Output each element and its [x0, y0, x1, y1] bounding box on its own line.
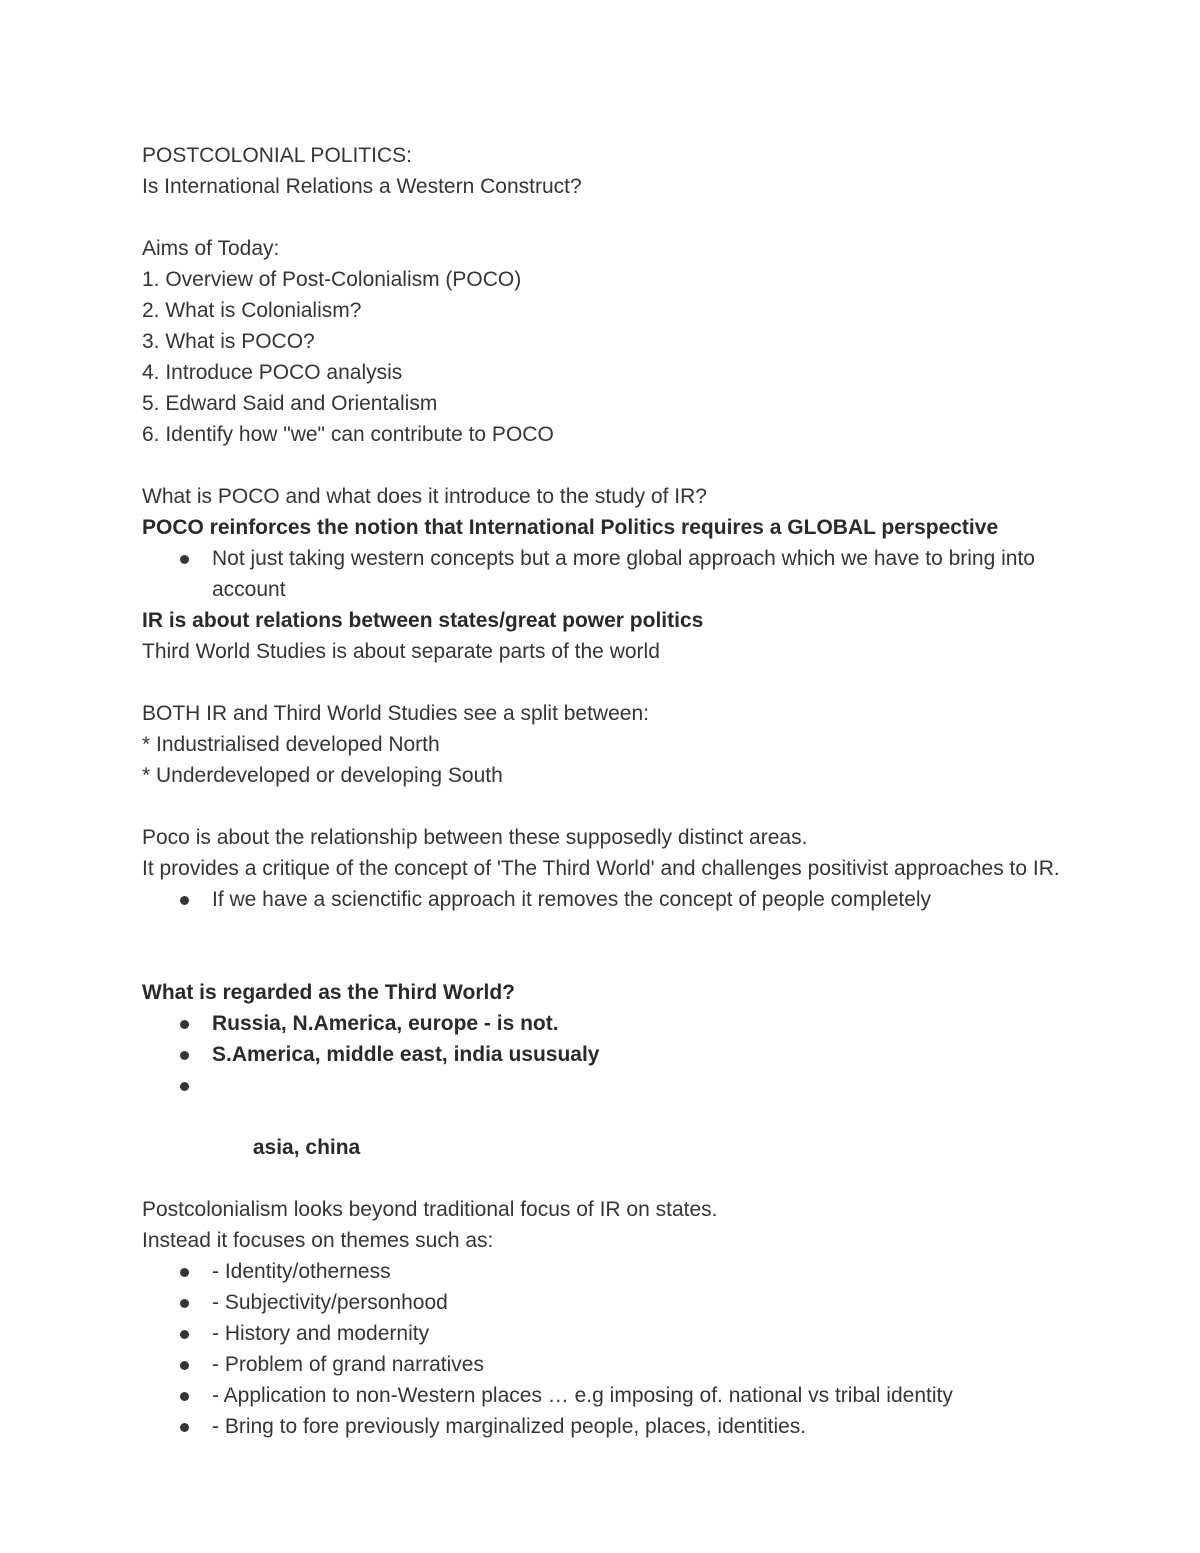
- split-item: * Industrialised developed North: [142, 733, 440, 756]
- third-world-studies-line: Third World Studies is about separate parts of the world: [142, 640, 660, 663]
- bullet-item: [142, 1039, 1062, 1070]
- bullet-dot-icon: [180, 1299, 189, 1308]
- document-body: [142, 140, 1062, 1442]
- poco-question: What is POCO and what does it introduce to the study of IR?: [142, 485, 707, 508]
- theme-item: [142, 1349, 1062, 1380]
- aims-item: 1. Overview of Post-Colonialism (POCO): [142, 268, 522, 291]
- bullet-dot-icon: [180, 1020, 189, 1029]
- spacer: [142, 791, 1062, 822]
- theme-item: [142, 1318, 1062, 1349]
- poco-bold-statement: POCO reinforces the notion that International Politics requires a GLOBAL perspective: [142, 516, 999, 539]
- spacer: [142, 667, 1062, 698]
- bullet-item: [142, 884, 1062, 915]
- bullet-dot-icon: [180, 896, 189, 905]
- ir-bold-statement: IR is about relations between states/great power politics: [142, 609, 704, 632]
- bullet-dot-icon: [180, 1392, 189, 1401]
- aims-heading: Aims of Today:: [142, 237, 280, 260]
- theme-text: - Problem of grand narratives: [212, 1353, 484, 1376]
- document-subtitle: Is International Relations a Western Construct?: [142, 175, 582, 198]
- aims-item: 4. Introduce POCO analysis: [142, 361, 403, 384]
- aims-item: 6. Identify how "we" can contribute to POCO: [142, 423, 554, 446]
- third-world-question: What is regarded as the Third World?: [142, 981, 515, 1004]
- bullet-dot-icon: [180, 1082, 189, 1091]
- postcolonialism-line: Postcolonialism looks beyond traditional focus of IR on states.: [142, 1198, 718, 1221]
- bullet-text: If we have a scienctific approach it removes the concept of people completely: [212, 888, 932, 911]
- theme-text: - Application to non-Western places … e.g imposing of. national vs tribal identity: [212, 1384, 953, 1407]
- bullet-dot-icon: [180, 555, 189, 564]
- theme-text: - Subjectivity/personhood: [212, 1291, 448, 1314]
- bullet-item: [142, 543, 1062, 605]
- aims-item: 5. Edward Said and Orientalism: [142, 392, 438, 415]
- theme-item: [142, 1380, 1062, 1411]
- bullet-text: S.America, middle east, india ususualy: [212, 1043, 600, 1066]
- bullet-dot-icon: [180, 1330, 189, 1339]
- theme-item: [142, 1256, 1062, 1287]
- spacer: [142, 450, 1062, 481]
- aims-item: 3. What is POCO?: [142, 330, 315, 353]
- bullet-text: Not just taking western concepts but a more global approach which we have to bring into account: [212, 547, 1035, 601]
- bullet-dot-icon: [180, 1423, 189, 1432]
- bullet-item: [142, 1070, 1062, 1194]
- bullet-dot-icon: [180, 1051, 189, 1060]
- critique-line: It provides a critique of the concept of 'The Third World' and challenges positivist approaches to IR.: [142, 857, 1060, 880]
- spacer: [142, 915, 1062, 977]
- split-intro: BOTH IR and Third World Studies see a split between:: [142, 702, 649, 725]
- bullet-dot-icon: [180, 1268, 189, 1277]
- bullet-text: asia, china: [247, 1136, 361, 1159]
- theme-text: - Bring to fore previously marginalized people, places, identities.: [212, 1415, 807, 1438]
- bullet-item: [142, 1008, 1062, 1039]
- split-item: * Underdeveloped or developing South: [142, 764, 503, 787]
- aims-item: 2. What is Colonialism?: [142, 299, 362, 322]
- theme-item: [142, 1287, 1062, 1318]
- document-title: POSTCOLONIAL POLITICS:: [142, 144, 412, 167]
- themes-intro: Instead it focuses on themes such as:: [142, 1229, 494, 1252]
- spacer: [142, 202, 1062, 233]
- theme-item: [142, 1411, 1062, 1442]
- bullet-dot-icon: [180, 1361, 189, 1370]
- theme-text: - Identity/otherness: [212, 1260, 391, 1283]
- theme-text: - History and modernity: [212, 1322, 430, 1345]
- relationship-line: Poco is about the relationship between these supposedly distinct areas.: [142, 826, 808, 849]
- bullet-text: Russia, N.America, europe - is not.: [212, 1012, 559, 1035]
